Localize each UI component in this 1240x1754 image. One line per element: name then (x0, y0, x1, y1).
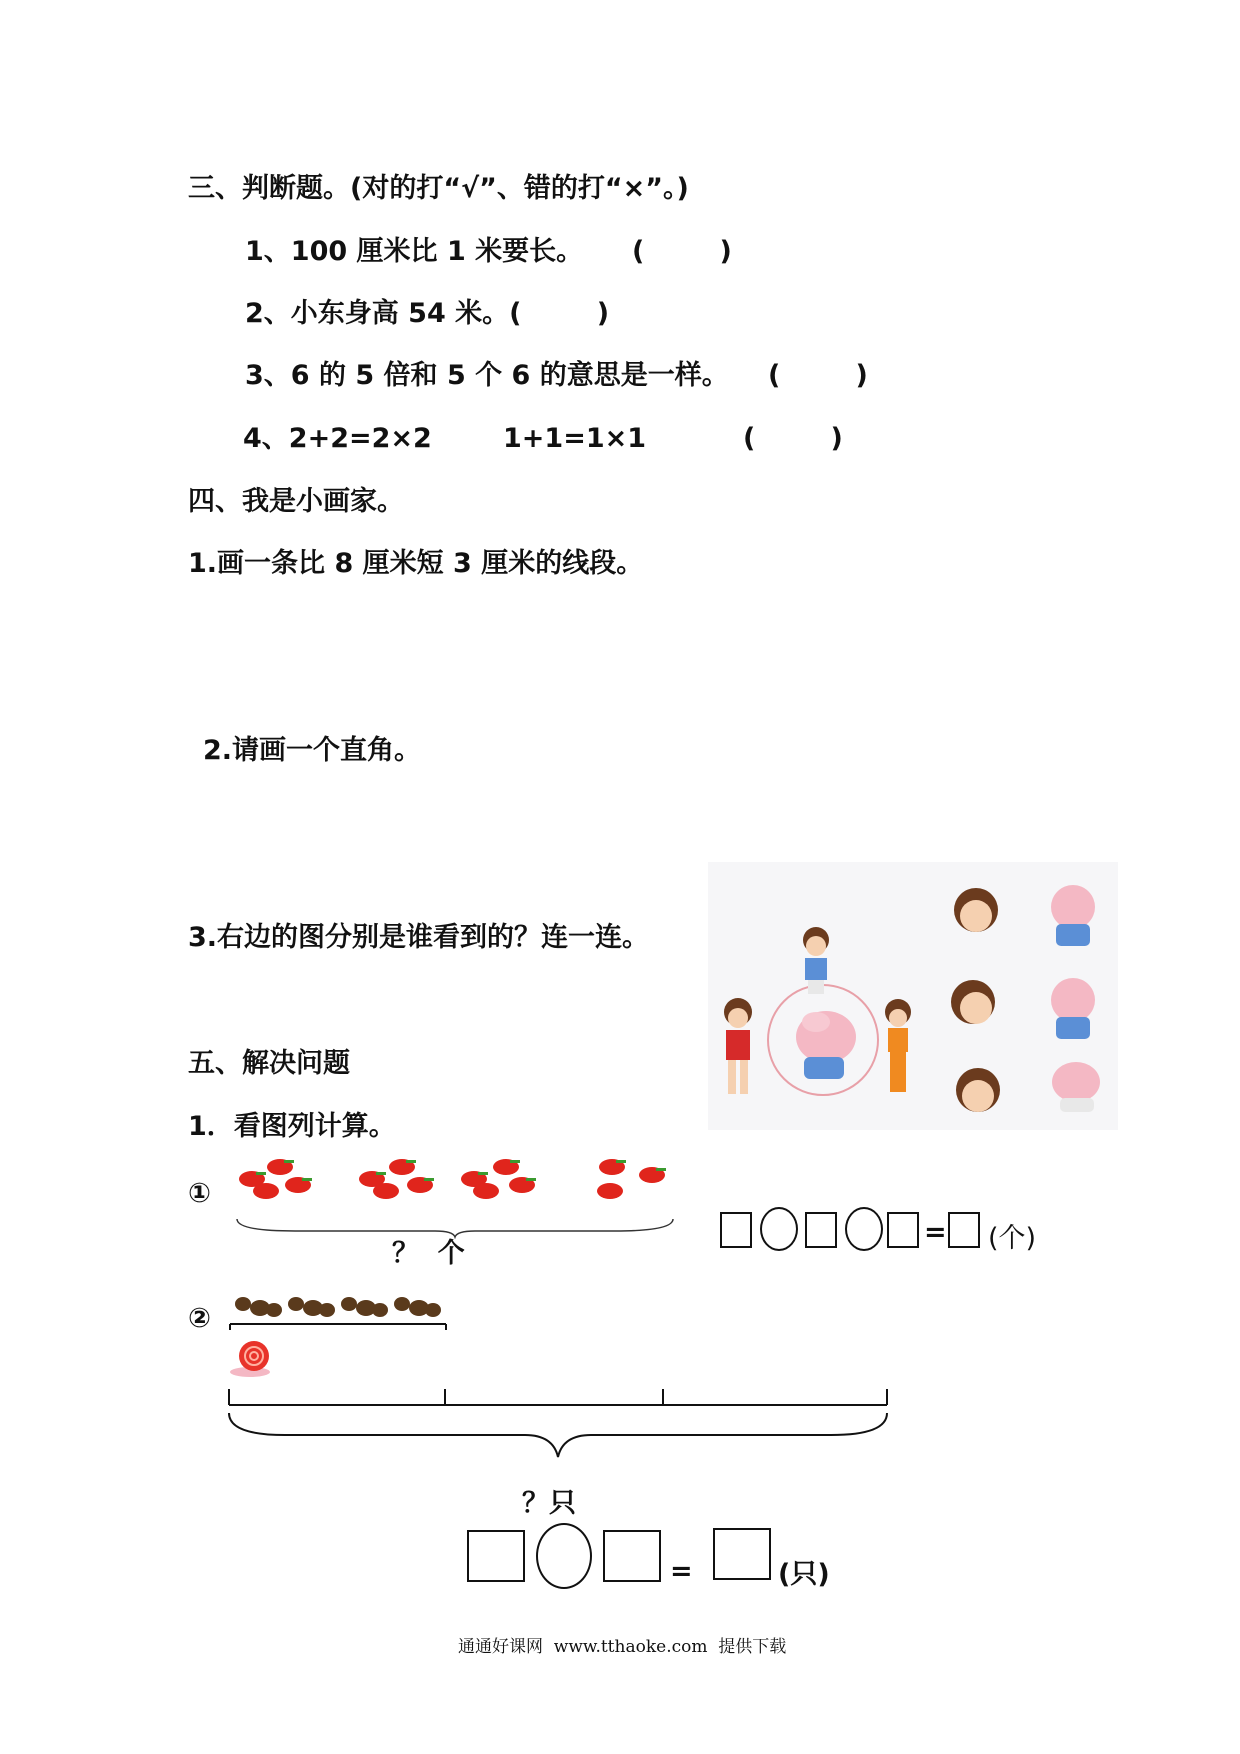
problem-1-brace-label: ？ 个 (392, 1238, 465, 1269)
judge-item-4-left: 4、2+2=2×2 (243, 423, 432, 454)
judge-item-1: 1、100 厘米比 1 米要长。 (245, 236, 584, 267)
judge-item-3-answer[interactable]: ( ) (768, 360, 868, 391)
problem-2-marker: ② (188, 1303, 211, 1334)
snail-brace-line (225, 1385, 895, 1465)
apple-groups (230, 1145, 680, 1205)
answer-box[interactable] (887, 1212, 919, 1248)
operator-circle[interactable] (536, 1523, 592, 1589)
ant-row (228, 1280, 448, 1330)
observe-question-3: 3.右边的图分别是谁看到的？连一连。 (188, 922, 650, 953)
section5-heading: 五、解决问题 (188, 1048, 350, 1079)
section4-heading: 四、我是小画家。 (188, 486, 404, 517)
problem-1-unit: (个) (988, 1223, 1037, 1254)
observation-picture (708, 862, 1118, 1130)
judge-item-2: 2、小东身高 54 米。( ) (245, 298, 610, 329)
snail-icon (228, 1336, 273, 1378)
problem-1-equals: = (924, 1217, 947, 1248)
judge-item-4-answer[interactable]: ( ) (743, 423, 843, 454)
problem-1-marker: ① (188, 1178, 211, 1209)
answer-box[interactable] (467, 1530, 525, 1582)
draw-question-2: 2.请画一个直角。 (203, 735, 422, 766)
judge-item-1-answer[interactable]: ( ) (632, 236, 732, 267)
footer-source: 通通好课网 www.tthaoke.com 提供下载 (458, 1637, 787, 1657)
section3-heading: 三、判断题。(对的打“√”、错的打“×”。) (188, 173, 689, 204)
problem-2-equals: = (670, 1556, 693, 1587)
apple-brace (235, 1215, 675, 1239)
answer-box[interactable] (720, 1212, 752, 1248)
answer-box[interactable] (713, 1528, 771, 1580)
judge-item-3: 3、6 的 5 倍和 5 个 6 的意思是一样。 (245, 360, 729, 391)
operator-circle[interactable] (760, 1207, 798, 1251)
answer-box[interactable] (805, 1212, 837, 1248)
judge-item-4-right: 1+1=1×1 (503, 423, 647, 454)
answer-box[interactable] (948, 1212, 980, 1248)
draw-question-1: 1.画一条比 8 厘米短 3 厘米的线段。 (188, 548, 644, 579)
problem-2-brace-label: ？只 (522, 1488, 576, 1519)
operator-circle[interactable] (845, 1207, 883, 1251)
problem-2-unit: (只) (778, 1559, 830, 1590)
answer-box[interactable] (603, 1530, 661, 1582)
calc-question-1: 1．看图列计算。 (188, 1111, 396, 1142)
